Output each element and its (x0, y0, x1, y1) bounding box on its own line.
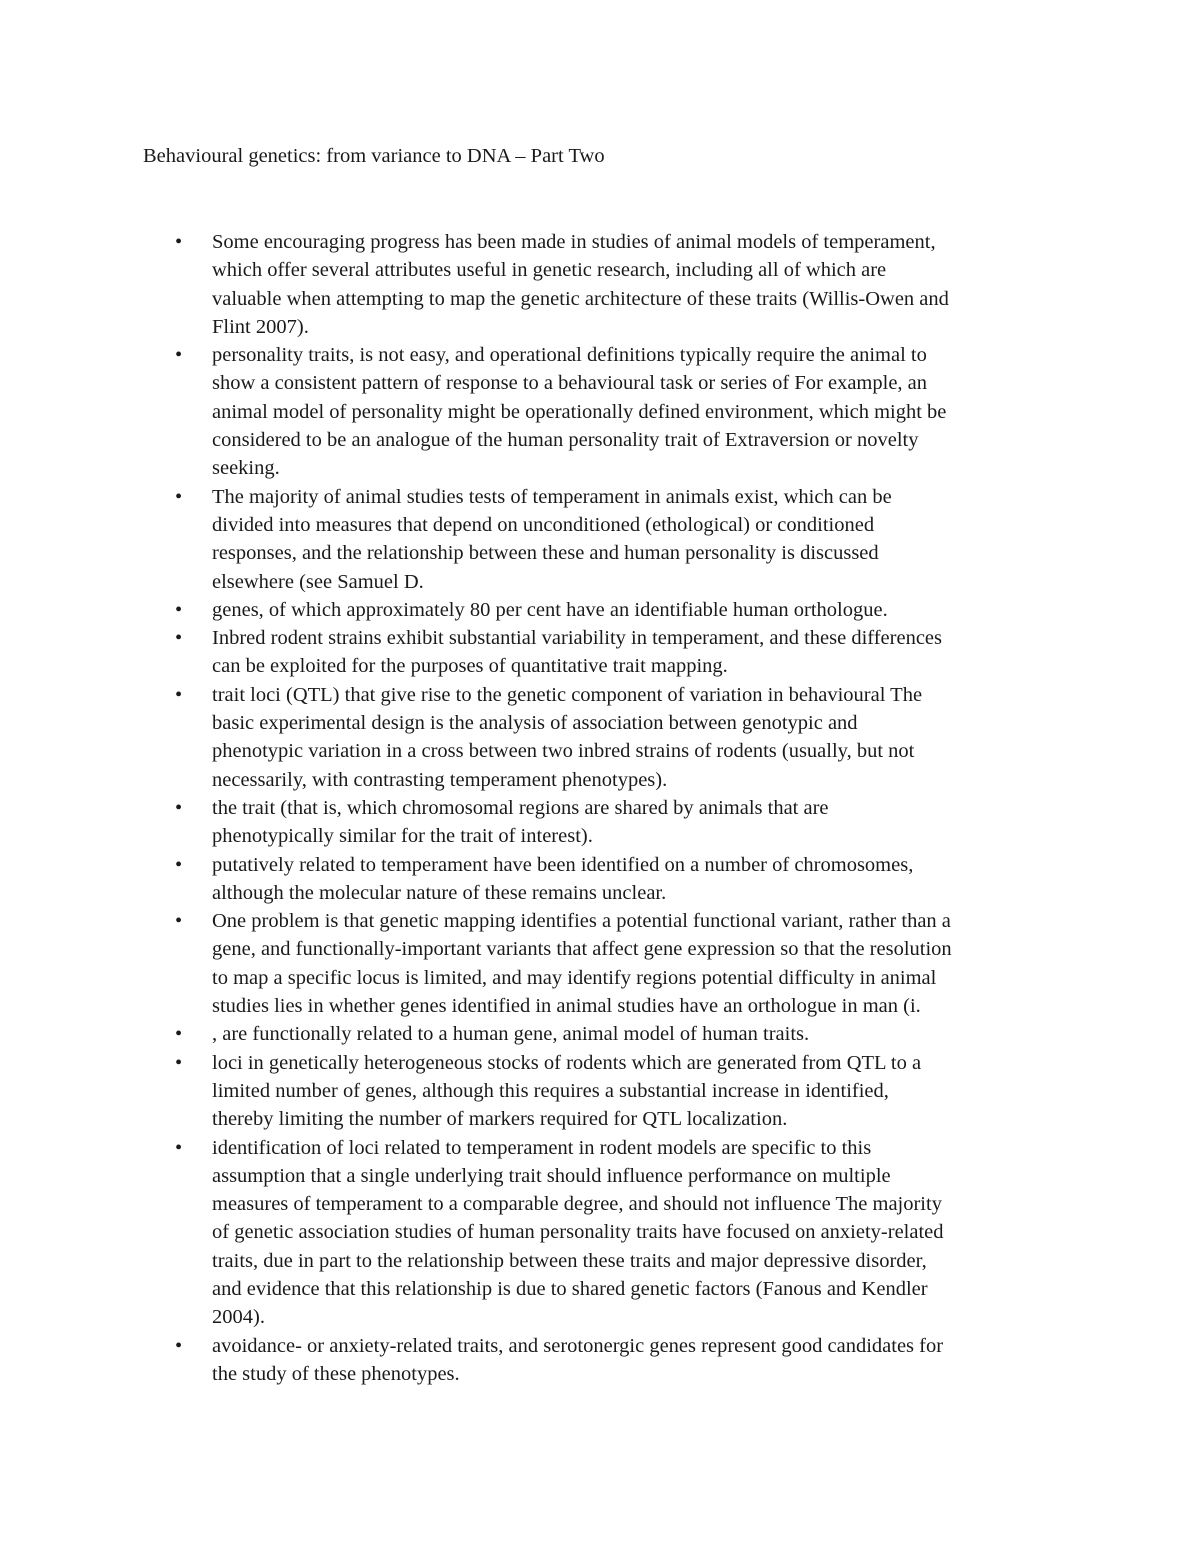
bullet-icon: • (175, 853, 183, 876)
list-item (0, 1134, 1200, 1332)
list-item-text (212, 624, 1200, 681)
list-item-text (212, 596, 1200, 624)
text-line: identification of loci related to temperament in rodent models are specific to this (212, 1136, 872, 1159)
text-line: personality traits, is not easy, and operational definitions typically require the animal to (212, 344, 927, 367)
text-line: seeking. (212, 457, 280, 480)
text-line: valuable when attempting to map the genetic architecture of these traits (Willis-Owen and (212, 287, 949, 310)
bullet-icon: • (175, 627, 183, 650)
document-title: Behavioural genetics: from variance to DNA – Part Two (143, 145, 605, 167)
list-item (0, 681, 1200, 794)
list-item (0, 1332, 1200, 1389)
list-item-text (212, 851, 1200, 908)
text-line: 2004). (212, 1306, 265, 1329)
text-line: measures of temperament to a comparable degree, and should not influence The majority (212, 1193, 942, 1216)
bullet-icon: • (175, 598, 183, 621)
text-line: which offer several attributes useful in genetic research, including all of which are (212, 259, 887, 282)
text-line: responses, and the relationship between these and human personality is discussed (212, 542, 879, 565)
list-item-text (212, 228, 1200, 341)
text-line: studies lies in whether genes identified in animal studies have an orthologue in man (i. (212, 995, 921, 1018)
bullet-icon: • (175, 1136, 183, 1159)
text-line: , are functionally related to a human gene, animal model of human traits. (212, 1023, 810, 1046)
text-line: the trait (that is, which chromosomal regions are shared by animals that are (212, 796, 829, 819)
text-line: Inbred rodent strains exhibit substantial variability in temperament, and these differences (212, 627, 942, 650)
bullet-icon: • (175, 231, 183, 253)
text-line: although the molecular nature of these remains unclear. (212, 881, 667, 904)
text-line: thereby limiting the number of markers required for QTL localization. (212, 1108, 788, 1131)
list-item-text (212, 1332, 1200, 1389)
list-item-text (212, 794, 1200, 851)
list-item (0, 228, 1200, 341)
text-line: basic experimental design is the analysis of association between genotypic and (212, 712, 858, 735)
list-item-text (212, 341, 1200, 482)
text-line: to map a specific locus is limited, and may identify regions potential difficulty in animal (212, 966, 937, 989)
text-line: phenotypic variation in a cross between two inbred strains of rodents (usually, but not (212, 740, 915, 763)
list-item (0, 907, 1200, 1020)
text-line: the study of these phenotypes. (212, 1362, 460, 1385)
text-line: can be exploited for the purposes of quantitative trait mapping. (212, 655, 728, 678)
list-item (0, 624, 1200, 681)
list-item-text (212, 1134, 1200, 1332)
text-line: Flint 2007). (212, 315, 309, 338)
text-line: genes, of which approximately 80 per cent have an identifiable human orthologue. (212, 598, 888, 621)
text-line: gene, and functionally-important variants that affect gene expression so that the resolution (212, 938, 952, 961)
bullet-list (0, 228, 1200, 1388)
text-line: limited number of genes, although this requires a substantial increase in identified, (212, 1079, 889, 1102)
text-line: phenotypically similar for the trait of interest). (212, 825, 593, 848)
list-item (0, 1049, 1200, 1134)
list-item (0, 341, 1200, 482)
list-item (0, 851, 1200, 908)
text-line: of genetic association studies of human personality traits have focused on anxiety-related (212, 1221, 944, 1244)
text-line: assumption that a single underlying trait should influence performance on multiple (212, 1164, 891, 1187)
text-line: traits, due in part to the relationship between these traits and major depressive disorder, (212, 1249, 927, 1272)
bullet-icon: • (175, 1051, 183, 1074)
text-line: and evidence that this relationship is due to shared genetic factors (Fanous and Kendler (212, 1277, 928, 1300)
text-line: trait loci (QTL) that give rise to the genetic component of variation in behavioural The (212, 683, 923, 706)
text-line: elsewhere (see Samuel D. (212, 570, 424, 593)
text-line: avoidance- or anxiety-related traits, and serotonergic genes represent good candidates for (212, 1334, 944, 1357)
list-item (0, 1020, 1200, 1048)
list-item-text (212, 681, 1200, 794)
bullet-icon: • (175, 1023, 183, 1046)
list-item (0, 794, 1200, 851)
text-line: considered to be an analogue of the human personality trait of Extraversion or novelty (212, 429, 919, 452)
text-line: necessarily, with contrasting temperament phenotypes). (212, 768, 668, 791)
list-item (0, 483, 1200, 596)
bullet-icon: • (175, 910, 183, 933)
list-item-text (212, 483, 1200, 596)
text-line: show a consistent pattern of response to a behavioural task or series of For example, an (212, 372, 928, 395)
bullet-icon: • (175, 344, 183, 367)
text-line: putatively related to temperament have been identified on a number of chromosomes, (212, 853, 914, 876)
text-line: divided into measures that depend on unconditioned (ethological) or conditioned (212, 513, 875, 536)
text-line: animal model of personality might be operationally defined environment, which might be (212, 400, 947, 423)
text-line: The majority of animal studies tests of temperament in animals exist, which can be (212, 485, 892, 508)
list-item (0, 596, 1200, 624)
text-line: Some encouraging progress has been made in studies of animal models of temperament, (212, 231, 936, 253)
list-item-text (212, 1049, 1200, 1134)
bullet-icon: • (175, 683, 183, 706)
text-line: One problem is that genetic mapping identifies a potential functional variant, rather than a (212, 910, 951, 933)
list-item-text (212, 1020, 1200, 1048)
bullet-icon: • (175, 796, 183, 819)
bullet-icon: • (175, 1334, 183, 1357)
text-line: loci in genetically heterogeneous stocks of rodents which are generated from QTL to a (212, 1051, 922, 1074)
bullet-icon: • (175, 485, 183, 508)
list-item-text (212, 907, 1200, 1020)
